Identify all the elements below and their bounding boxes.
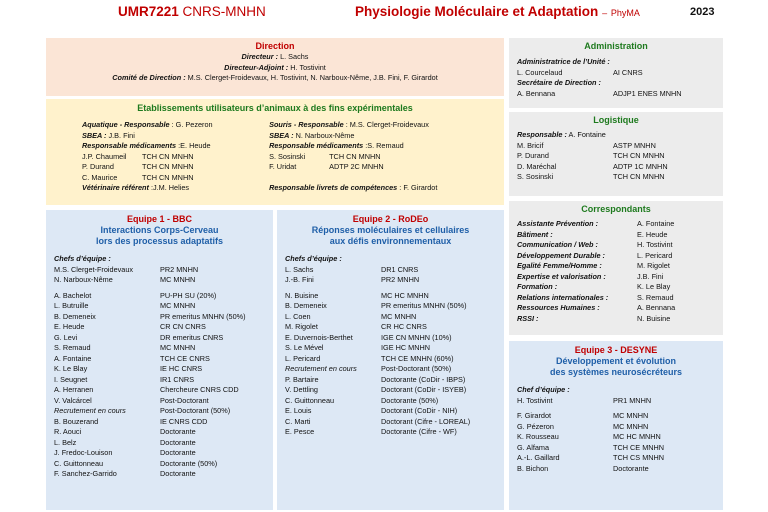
team3-member-grade: TCH CE MNHN (613, 442, 665, 452)
team1-member-name: C. Guittonneau (54, 458, 104, 468)
team1-member-row (54, 427, 265, 438)
team1-member-row (54, 364, 265, 375)
team3-member-grade: TCH CS MNHN (613, 453, 665, 462)
team3-member-name: G. Pézeron (517, 421, 554, 431)
team1-member-name: V. Valcárcel (54, 395, 92, 405)
team2-member-row (285, 417, 496, 428)
team3-member-grade: Doctorante (613, 463, 649, 473)
correspondant-role: Egalité Femme/Homme : (517, 261, 602, 270)
secretary-name: A. Bennana (517, 88, 556, 98)
team1-member-grade: Doctorante (50%) (160, 458, 218, 468)
correspondant-role: Communication / Web : (517, 240, 598, 249)
team1-member-grade: Doctorante (160, 437, 196, 447)
correspondant-row (517, 219, 715, 230)
team1-member-grade: Doctorante (160, 469, 196, 478)
header-year: 2023 (690, 6, 715, 18)
logistique-member-grade: TCH CN MNHN (613, 151, 665, 160)
team1-member-row (54, 396, 265, 407)
administration-title: Administration (584, 41, 648, 51)
souris-value: : M.S. Clerget-Froidevaux (343, 120, 429, 129)
souris-value: : F. Girardot (397, 183, 438, 192)
etablissements-box (46, 99, 504, 205)
correspondant-role: Assistante Prévention : (517, 219, 599, 228)
team1-member-name: F. Sanchez-Garrido (54, 469, 117, 478)
aquatique-name: C. Maurice (82, 172, 118, 182)
header-title (355, 4, 640, 24)
team2-member-row (285, 301, 496, 312)
team2-member-grade: CR HC CNRS (381, 322, 427, 331)
team1-subtitle1: Interactions Corps-Cerveau (100, 225, 219, 235)
aquatique-row (82, 183, 269, 194)
team1-member-grade: IR1 CNRS (160, 374, 195, 384)
team2-member-row (285, 364, 496, 375)
team3-member-name: A.-L. Gaillard (517, 453, 560, 462)
team1-box (46, 210, 273, 510)
team2-member-grade: TCH CE MNHN (60%) (381, 353, 454, 363)
team1-member-grade: CR CN CNRS (160, 322, 206, 331)
team2-member-row (285, 333, 496, 344)
team1-member-grade: Doctorante (160, 427, 196, 436)
team3-members (517, 411, 715, 474)
souris-row (269, 152, 498, 163)
etablissements-title: Etablissements utilisateurs d’animaux à des fins expérimentales (137, 103, 413, 113)
team2-member-grade: Post-Doctorant (50%) (381, 364, 452, 373)
logistique-member-grade: TCH CN MNHN (613, 172, 665, 181)
souris-row (269, 141, 498, 152)
team1-member-row (54, 375, 265, 386)
team1-member-grade: TCH CE CNRS (160, 353, 210, 363)
correspondant-name: J.B. Fini (637, 271, 664, 281)
team2-member-name: C. Guittonneau (285, 395, 335, 405)
team1-member-name: A. Bachelot (54, 290, 92, 300)
souris-name (269, 173, 329, 184)
correspondant-role: Formation : (517, 282, 558, 291)
correspondant-name: K. Le Blay (637, 282, 671, 291)
directeur-name: L. Sachs (280, 52, 309, 61)
lab-title: Physiologie Moléculaire et Adaptation (355, 4, 599, 19)
team1-member-name: G. Levi (54, 332, 78, 342)
souris-value: :S. Remaud (363, 141, 404, 150)
aquatique-name: P. Durand (82, 162, 114, 171)
souris-row (269, 120, 498, 131)
team1-member-grade: PR emeritus MNHN (50%) (160, 311, 246, 321)
team1-member-row (54, 438, 265, 449)
souris-grade: TCH CN MNHN (329, 151, 381, 161)
team2-member-row (285, 396, 496, 407)
team2-member-name: V. Dettling (285, 385, 318, 394)
team2-subtitle2: aux défis environnementaux (329, 236, 452, 246)
team2-member-name: Recrutement en cours (285, 364, 357, 373)
team3-title: Equipe 3 - DESYNE (574, 345, 658, 355)
logistique-member-row (517, 141, 715, 152)
admin-grade: AI CNRS (613, 67, 643, 77)
team2-member-grade: Doctorant (CoDir - NIH) (381, 406, 458, 415)
team2-chef-name: J.-B. Fini (285, 275, 314, 284)
souris-label: Responsable livrets de compétences (269, 183, 398, 192)
team2-member-grade: MC MNHN (381, 311, 417, 321)
logistique-responsable (517, 130, 715, 141)
team1-member-name: I. Seugnet (54, 374, 88, 384)
team1-member-grade: IE HC CNRS (160, 364, 203, 373)
direction-title: Direction (255, 41, 295, 51)
admin-label: Administratrice de l’Unité : (517, 57, 610, 66)
team2-member-row (285, 322, 496, 333)
team2-chef-grade: PR2 MNHN (381, 275, 420, 284)
team1-member-grade: Chercheure CNRS CDD (160, 385, 239, 394)
team3-subtitle1: Développement et évolution (555, 356, 677, 366)
team1-member-row (54, 301, 265, 312)
team1-member-name: J. Fredoc-Louison (54, 448, 113, 457)
aquatique-grade: TCH CN MNHN (142, 162, 194, 171)
direction-box (46, 38, 504, 96)
team1-chef-grade: PR2 MNHN (160, 264, 199, 274)
logistique-resp-label: Responsable : (517, 130, 567, 139)
team3-member-row (517, 422, 715, 433)
secretary-label: Secrétaire de Direction : (517, 78, 601, 87)
team2-member-name: L. Coen (285, 311, 311, 321)
etablissements-souris (269, 120, 498, 194)
aquatique-name: J.P. Chaumeil (82, 151, 127, 161)
team1-member-grade: Doctorante (160, 448, 196, 457)
aquatique-row (82, 173, 269, 184)
team1-member-name: S. Remaud (54, 343, 91, 352)
team3-member-row (517, 432, 715, 443)
team1-member-name: Recrutement en cours (54, 406, 126, 415)
team2-member-name: N. Buisine (285, 290, 319, 300)
lab-abbreviation: PhyMA (610, 8, 640, 18)
souris-row (269, 173, 498, 184)
team2-member-name: L. Pericard (285, 353, 321, 363)
logistique-title: Logistique (593, 115, 639, 125)
souris-label: Responsable médicaments (269, 141, 364, 150)
team3-chefs (517, 396, 715, 407)
team1-member-row (54, 322, 265, 333)
team3-member-row (517, 464, 715, 475)
team3-member-row (517, 411, 715, 422)
directeur-label: Directeur : (241, 52, 279, 61)
logistique-resp-name: A. Fontaine (568, 130, 606, 139)
aquatique-value: : G. Pezeron (169, 120, 213, 129)
team2-member-name: E. Duvernois-Berthet (285, 332, 353, 342)
team2-member-grade: Doctorante (Cifre - WF) (381, 427, 457, 436)
correspondant-row (517, 303, 715, 314)
team2-member-row (285, 354, 496, 365)
team3-chefs-label: Chef d’équipe : (517, 385, 570, 394)
team2-box (277, 210, 504, 510)
etablissements-aquatique (82, 120, 269, 194)
team1-member-row (54, 448, 265, 459)
comite-line (52, 73, 498, 84)
logistique-member-row (517, 151, 715, 162)
correspondant-row (517, 314, 715, 325)
team1-member-row (54, 333, 265, 344)
team3-member-row (517, 453, 715, 464)
team2-member-name: E. Louis (285, 406, 312, 415)
team2-chef-name: L. Sachs (285, 264, 314, 274)
souris-value: N. Narboux-Nême (293, 130, 355, 140)
team1-member-grade: Post-Doctorant (160, 395, 209, 405)
logistique-member-name: D. Maréchal (517, 161, 557, 171)
team3-member-grade: MC MNHN (613, 421, 649, 431)
team1-chef-name: N. Narboux-Nême (54, 275, 113, 284)
aquatique-row (82, 131, 269, 142)
header-unit (118, 4, 266, 24)
aquatique-row (82, 152, 269, 163)
correspondant-row (517, 240, 715, 251)
header-affiliation: CNRS-MNHN (182, 4, 266, 19)
team3-member-name: K. Rousseau (517, 432, 559, 441)
team1-member-grade: MC MNHN (160, 343, 196, 352)
team1-chefs-label: Chefs d’équipe : (54, 254, 111, 263)
adjoint-line (52, 63, 498, 74)
aquatique-label: Responsable médicaments (82, 141, 177, 150)
correspondant-name: A. Bennana (637, 303, 676, 312)
correspondants-title: Correspondants (581, 204, 651, 214)
team2-member-name: B. Demeneix (285, 301, 327, 310)
team3-chef-grade: PR1 MNHN (613, 395, 652, 405)
correspondant-name: S. Remaud (637, 292, 674, 302)
team1-member-name: L. Butruille (54, 301, 89, 310)
aquatique-label: SBEA : (82, 130, 107, 140)
team1-chef-grade: MC MNHN (160, 275, 196, 284)
team2-member-row (285, 291, 496, 302)
aquatique-label: Vétérinaire référent (82, 183, 149, 192)
team1-member-grade: MC MNHN (160, 301, 196, 310)
team2-member-grade: Doctorant (Cifre - LOREAL) (381, 416, 471, 426)
aquatique-grade: TCH CN MNHN (142, 172, 194, 182)
aquatique-row (82, 141, 269, 152)
team1-member-grade: PU-PH SU (20%) (160, 290, 217, 300)
correspondant-row (517, 272, 715, 283)
logistique-member-name: P. Durand (517, 151, 549, 160)
aquatique-value: J.B. Fini (106, 130, 135, 140)
correspondant-row (517, 251, 715, 262)
team1-chef-row (54, 265, 265, 276)
team1-member-grade: IE CNRS CDD (160, 416, 208, 426)
team1-member-grade: Post-Doctorant (50%) (160, 406, 231, 415)
logistique-member-name: M. Bricif (517, 140, 544, 150)
logistique-member-grade: ASTP MNHN (613, 140, 656, 150)
secretary-grade: ADJP1 ENES MNHN (613, 88, 682, 98)
team1-member-row (54, 406, 265, 417)
correspondant-name: N. Buisine (637, 313, 671, 323)
correspondant-role: Bâtiment : (517, 229, 553, 239)
aquatique-value: :E. Heude (176, 141, 211, 150)
team3-member-grade: MC HC MNHN (613, 432, 661, 441)
team2-title: Equipe 2 - RoDEo (352, 214, 429, 224)
correspondant-name: A. Fontaine (637, 219, 675, 228)
souris-name: S. Sosinski (269, 151, 306, 161)
team2-member-grade: Doctorante (CoDir - IBPS) (381, 374, 466, 384)
correspondants-box (509, 201, 723, 335)
team2-chef-row (285, 275, 496, 286)
admin-row (517, 68, 715, 79)
team2-member-name: P. Bartaire (285, 374, 319, 384)
team3-chef-name: H. Tostivint (517, 395, 553, 405)
aquatique-row (82, 120, 269, 131)
team3-member-name: G. Alfama (517, 442, 550, 452)
team2-members (285, 291, 496, 438)
correspondant-name: H. Tostivint (637, 240, 673, 249)
correspondant-role: Expertise et valorisation : (517, 271, 606, 281)
team1-member-row (54, 354, 265, 365)
team3-member-grade: MC MNHN (613, 411, 649, 420)
team1-chef-name: M.S. Clerget-Froidevaux (54, 264, 134, 274)
team2-member-row (285, 427, 496, 438)
aquatique-row (82, 162, 269, 173)
administration-box (509, 38, 723, 108)
team1-member-row (54, 343, 265, 354)
team1-member-row (54, 417, 265, 428)
team2-member-row (285, 343, 496, 354)
team1-chef-row (54, 275, 265, 286)
souris-row (269, 183, 498, 194)
team2-member-grade: Doctorant (CoDir - ISYEB) (381, 385, 467, 394)
team2-member-name: M. Rigolet (285, 322, 318, 331)
souris-row (269, 131, 498, 142)
correspondant-role: Développement Durable : (517, 250, 605, 260)
title-dash: – (602, 8, 608, 18)
logistique-member-row (517, 162, 715, 173)
correspondant-role: Ressources Humaines : (517, 303, 600, 312)
team1-member-name: L. Belz (54, 437, 77, 447)
team3-member-name: F. Girardot (517, 411, 552, 420)
team1-title: Equipe 1 - BBC (126, 214, 192, 224)
team2-subtitle1: Réponses moléculaires et cellulaires (311, 225, 470, 235)
correspondant-row (517, 261, 715, 272)
team2-member-name: S. Le Mével (285, 343, 324, 352)
team2-member-row (285, 375, 496, 386)
team1-member-row (54, 469, 265, 480)
aquatique-grade: TCH CN MNHN (142, 151, 194, 161)
team1-member-row (54, 385, 265, 396)
logistique-member-name: S. Sosinski (517, 172, 554, 181)
team1-member-name: B. Bouzerand (54, 416, 99, 426)
team2-member-grade: MC HC MNHN (381, 290, 429, 300)
correspondant-name: M. Rigolet (637, 261, 670, 270)
logistique-members (517, 141, 715, 183)
directeur-line (52, 52, 498, 63)
team2-chef-grade: DR1 CNRS (381, 264, 419, 274)
team2-member-name: E. Pesce (285, 427, 315, 436)
comite-members: M.S. Clerget-Froidevaux, H. Tostivint, N. Narboux-Nême, J.B. Fini, F. Girardot (187, 73, 438, 82)
aquatique-value: :J.M. Helies (148, 183, 190, 192)
team3-chef-row (517, 396, 715, 407)
team1-member-row (54, 312, 265, 323)
admin-name: L. Courcelaud (517, 67, 563, 77)
team1-member-grade: DR emeritus CNRS (160, 332, 224, 342)
team3-subtitle2: des systèmes neurosécréteurs (549, 367, 683, 377)
team2-member-grade: PR emeritus MNHN (50%) (381, 301, 467, 310)
team1-member-name: A. Fontaine (54, 353, 92, 363)
correspondant-role: RSSI : (517, 313, 539, 323)
team2-member-grade: IGE CN MNHN (10%) (381, 332, 452, 342)
correspondant-row (517, 230, 715, 241)
souris-grade: ADTP 2C MNHN (329, 162, 384, 171)
team1-chefs (54, 265, 265, 286)
logistique-member-grade: ADTP 1C MNHN (613, 161, 668, 171)
team1-member-row (54, 291, 265, 302)
correspondant-row (517, 282, 715, 293)
logistique-member-row (517, 172, 715, 183)
aquatique-label: Aquatique - Responsable (82, 120, 170, 129)
team1-member-row (54, 459, 265, 470)
header-umr: UMR7221 (118, 4, 179, 19)
team2-member-name: C. Marti (285, 416, 311, 426)
team1-subtitle2: lors des processus adaptatifs (95, 236, 224, 246)
correspondant-name: L. Pericard (637, 250, 673, 260)
souris-label: Souris - Responsable (269, 120, 344, 129)
comite-label: Comité de Direction : (112, 73, 186, 82)
correspondant-role: Relations internationales : (517, 292, 609, 302)
team1-member-name: B. Demeneix (54, 311, 96, 321)
team2-member-row (285, 385, 496, 396)
correspondants-list (517, 219, 715, 324)
team1-member-name: R. Aouci (54, 427, 82, 436)
team2-chefs (285, 265, 496, 286)
team1-member-name: A. Herranen (54, 385, 94, 394)
team2-chefs-label: Chefs d’équipe : (285, 254, 342, 263)
team2-member-grade: Doctorante (50%) (381, 395, 439, 405)
team3-box (509, 341, 723, 510)
souris-name: F. Uridat (269, 162, 297, 171)
team2-member-row (285, 406, 496, 417)
team1-member-name: E. Heude (54, 322, 85, 331)
correspondant-name: E. Heude (637, 229, 668, 239)
secretary-row (517, 89, 715, 100)
adjoint-name: H. Tostivint (290, 62, 326, 72)
correspondant-row (517, 293, 715, 304)
logistique-box (509, 112, 723, 196)
team2-member-grade: IGE HC MNHN (381, 343, 431, 352)
team3-member-name: B. Bichon (517, 463, 549, 473)
team2-chef-row (285, 265, 496, 276)
souris-label: SBEA : (269, 130, 294, 140)
team1-member-name: K. Le Blay (54, 364, 88, 373)
team2-member-row (285, 312, 496, 323)
souris-row (269, 162, 498, 173)
team1-members (54, 291, 265, 480)
team3-member-row (517, 443, 715, 454)
adjoint-label: Directeur-Adjoint : (224, 62, 289, 72)
